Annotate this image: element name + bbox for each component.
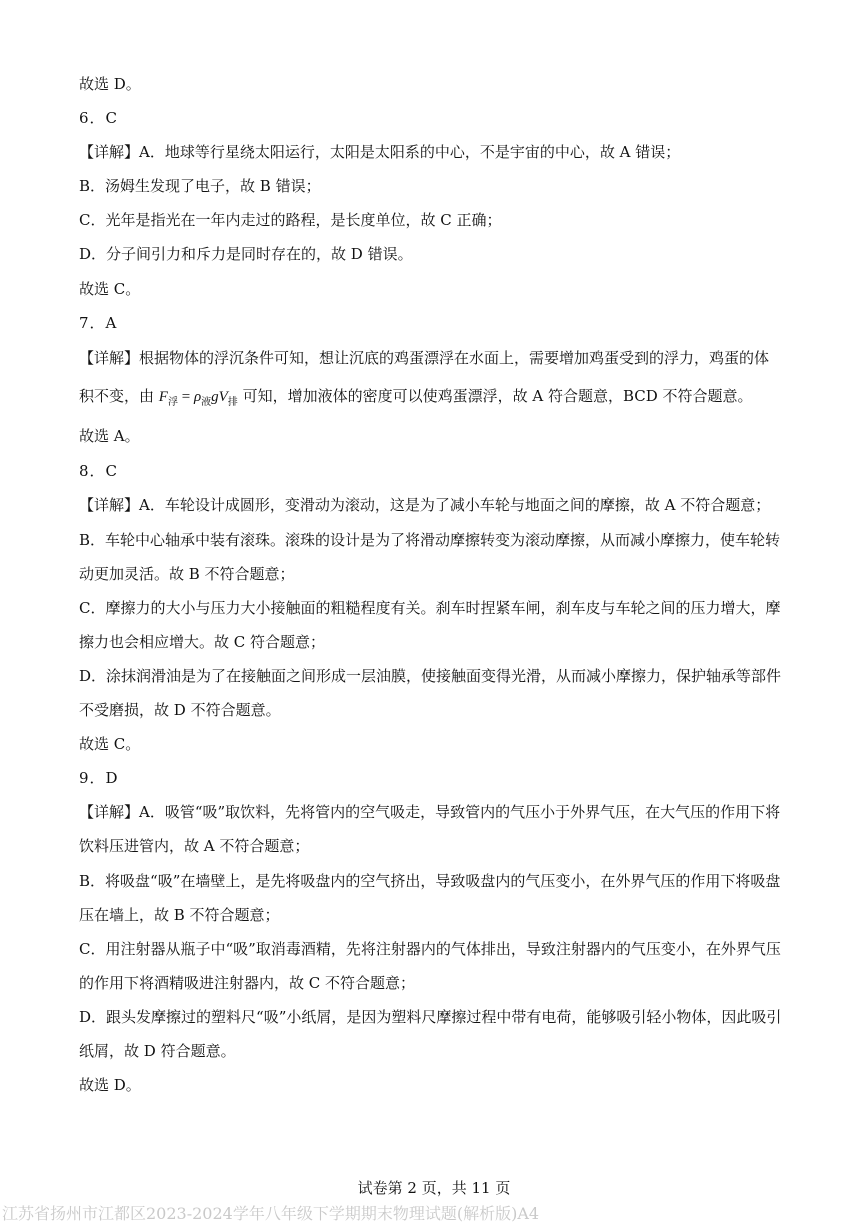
text-line: D．分子间引力和斥力是同时存在的，故 D 错误。 <box>79 245 413 263</box>
formula-subscript: 液 <box>201 397 212 408</box>
formula-symbol: ρ <box>193 389 202 405</box>
text-line: 压在墙上，故 B 不符合题意； <box>79 906 280 924</box>
text-line: 【详解】A．地球等行星绕太阳运行，太阳是太阳系的中心，不是宇宙的中心，故 A 错误； <box>79 143 681 161</box>
question-number: 9．D <box>79 769 119 787</box>
text-line: B．车轮中心轴承中装有滚珠。滚珠的设计是为了将滑动摩擦转变为滚动摩擦，从而减小摩擦力，使车轮转 <box>79 531 781 549</box>
text-line: 动更加灵活。故 B 不符合题意； <box>79 565 295 583</box>
text-line: B．将吸盘“吸”在墙壁上，是先将吸盘内的空气挤出，导致吸盘内的气压变小，在外界气压的作用下将吸盘 <box>79 872 781 890</box>
page-footer: 试卷第 2 页，共 11 页 <box>357 1179 511 1197</box>
text-line: 【详解】A．吸管“吸”取饮料，先将管内的空气吸走，导致管内的气压小于外界气压，在大气压的作用下将 <box>79 803 781 821</box>
formula-subscript: 浮 <box>167 397 178 408</box>
text-line: D．涂抹润滑油是为了在接触面之间形成一层油膜，使接触面变得光滑，从而减小摩擦力，保护轴承等部件 <box>79 667 782 685</box>
text-line: 故选 D。 <box>79 1076 141 1094</box>
text-line: 故选 C。 <box>79 735 141 753</box>
text-line: 【详解】A．车轮设计成圆形，变滑动为滚动，这是为了减小车轮与地面之间的摩擦，故 A 不符合题意； <box>79 496 771 514</box>
text-line-with-formula <box>79 386 753 413</box>
text-line: D．跟头发摩擦过的塑料尺“吸”小纸屑，是因为塑料尺摩擦过程中带有电荷，能够吸引轻小物体，因此吸引 <box>79 1008 782 1026</box>
text-segment: 可知，增加液体的密度可以使鸡蛋漂浮，故 A 符合题意，BCD 不符合题意。 <box>242 387 753 405</box>
text-line: 的作用下将酒精吸进注射器内，故 C 不符合题意； <box>79 974 416 992</box>
formula-symbol: g <box>211 389 219 405</box>
formula-equals: = <box>177 389 194 405</box>
text-line: 不受磨损，故 D 不符合题意。 <box>79 701 281 719</box>
text-line: 故选 A。 <box>79 427 140 445</box>
question-number: 7．A <box>79 314 118 332</box>
question-number: 6．C <box>79 109 119 127</box>
text-line: 故选 C。 <box>79 280 141 298</box>
text-line: C．摩擦力的大小与压力大小接触面的粗糙程度有关。刹车时捏紧车闸，刹车皮与车轮之间的压力增大，摩 <box>79 599 781 617</box>
question-number: 8．C <box>79 462 119 480</box>
text-line: B．汤姆生发现了电子，故 B 错误； <box>79 177 321 195</box>
text-line: 饮料压进管内，故 A 不符合题意； <box>79 837 310 855</box>
text-line: 纸屑，故 D 符合题意。 <box>79 1042 236 1060</box>
formula-symbol: V <box>218 389 228 405</box>
formula-symbol: F <box>158 389 168 405</box>
text-segment: 积不变，由 <box>79 387 155 405</box>
text-line: 故选 D。 <box>79 75 141 93</box>
text-line: C．用注射器从瓶子中“吸”取消毒酒精，先将注射器内的气体排出，导致注射器内的气压变小，在外界气压 <box>79 940 781 958</box>
formula-subscript: 排 <box>227 397 238 408</box>
watermark: 江苏省扬州市江都区2023-2024学年八年级下学期期末物理试题(解析版)A4 <box>2 1204 540 1223</box>
text-line: C．光年是指光在一年内走过的路程，是长度单位，故 C 正确； <box>79 211 502 229</box>
text-line: 【详解】根据物体的浮沉条件可知，想让沉底的鸡蛋漂浮在水面上，需要增加鸡蛋受到的浮力，鸡蛋的体 <box>79 349 770 367</box>
text-line: 擦力也会相应增大。故 C 符合题意； <box>79 633 326 651</box>
buoyancy-formula <box>158 389 238 408</box>
